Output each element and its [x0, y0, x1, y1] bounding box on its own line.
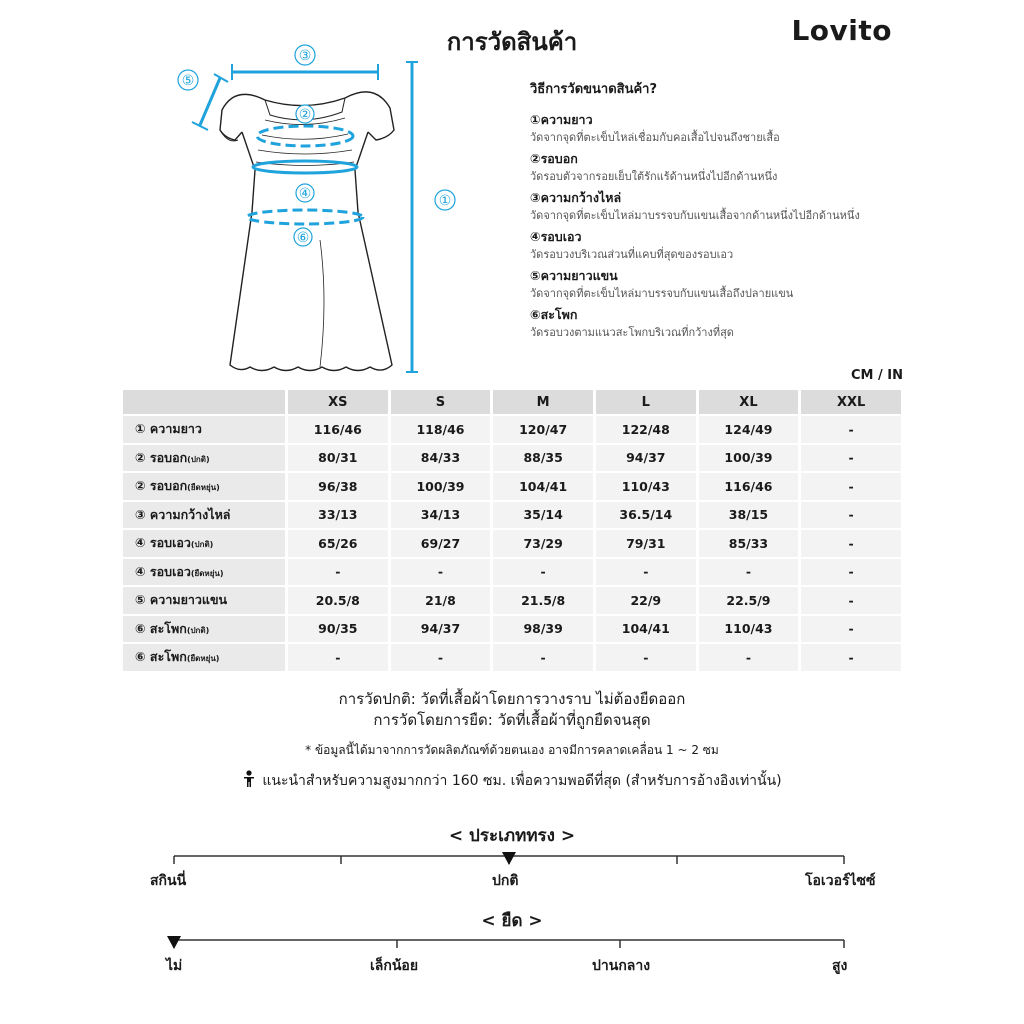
- table-cell: 88/35: [493, 445, 593, 472]
- table-cell: -: [801, 587, 901, 614]
- page-title: การวัดสินค้า: [446, 28, 578, 56]
- row-label-suffix: (ปกติ): [186, 625, 210, 635]
- marker-1: ①: [438, 193, 452, 209]
- table-cell: -: [801, 473, 901, 500]
- table-cell: 122/48: [596, 416, 696, 443]
- guide-item: [530, 267, 950, 302]
- table-cell: 69/27: [391, 530, 491, 557]
- guide-item-title: ⑥สะโพก: [530, 307, 578, 322]
- size-header: M: [493, 390, 593, 414]
- table-cell: 38/15: [699, 502, 799, 529]
- row-label-text: ② รอบอก: [135, 449, 188, 465]
- note-height-recommendation: [0, 770, 1024, 792]
- guide-item: [530, 189, 950, 224]
- note-height-text: แนะนำสำหรับความสูงมากกว่า 160 ซม. เพื่อความพอดีที่สุด (สำหรับการอ้างอิงเท่านั้น): [262, 773, 782, 789]
- table-row: [123, 473, 901, 500]
- table-cell: 110/43: [596, 473, 696, 500]
- table-header-row: [123, 390, 901, 414]
- row-label: [123, 587, 285, 614]
- row-label: [123, 502, 285, 529]
- guide-item-title: ④รอบเอว: [530, 229, 582, 244]
- table-cell: -: [699, 644, 799, 671]
- table-row: [123, 616, 901, 643]
- fit-label-skinny: สกินนี่: [150, 873, 187, 889]
- row-label: [123, 445, 285, 472]
- note-stretch-measure: การวัดโดยการยืด: วัดที่เสื้อผ้าที่ถูกยืดจนสุด: [373, 711, 651, 729]
- table-cell: 85/33: [699, 530, 799, 557]
- note-flat-measure: การวัดปกติ: วัดที่เสื้อผ้าโดยการวางราบ ไม่ต้องยืดออก: [338, 690, 686, 708]
- row-label: [123, 559, 285, 586]
- table-row: [123, 416, 901, 443]
- row-label-suffix: (ปกติ): [190, 540, 214, 550]
- table-cell: 124/49: [699, 416, 799, 443]
- table-cell: 33/13: [288, 502, 388, 529]
- guide-item: [530, 228, 950, 263]
- marker-3: ③: [298, 48, 312, 64]
- table-cell: 104/41: [493, 473, 593, 500]
- stretch-scale-title: < ยืด >: [481, 911, 543, 931]
- guide-item-desc: วัดจากจุดที่ตะเข็บไหล่เชื่อมกับคอเสื้อไปจนถึงชายเสื้อ: [530, 131, 780, 144]
- row-label-suffix: (ยืดหยุ่น): [190, 568, 224, 578]
- table-row: [123, 530, 901, 557]
- size-header: XL: [699, 390, 799, 414]
- note-disclaimer: * ข้อมูลนี้ได้มาจากการวัดผลิตภัณฑ์ด้วยตนเอง อาจมีการคลาดเคลื่อน 1 ~ 2 ซม: [305, 743, 719, 757]
- table-corner-cell: [123, 390, 285, 414]
- notes: [0, 689, 1024, 792]
- table-cell: 116/46: [288, 416, 388, 443]
- size-header: L: [596, 390, 696, 414]
- row-label-text: ⑥ สะโพก: [135, 620, 187, 636]
- guide-item-desc: วัดจากจุดที่ตะเข็บไหล่มาบรรจบกับแขนเสื้อจากด้านหนึ่งไปอีกด้านหนึ่ง: [530, 209, 860, 222]
- table-cell: 104/41: [596, 616, 696, 643]
- guide-item-title: ①ความยาว: [530, 112, 593, 127]
- fit-label-regular: ปกติ: [492, 873, 519, 889]
- table-row: [123, 587, 901, 614]
- guide-item: [530, 150, 950, 185]
- fit-scale-bar: [0, 848, 1024, 872]
- table-cell: -: [493, 644, 593, 671]
- table-cell: 96/38: [288, 473, 388, 500]
- stretch-label-slight: เล็กน้อย: [370, 958, 419, 974]
- row-label: [123, 530, 285, 557]
- table-cell: -: [288, 559, 388, 586]
- marker-6: ⑥: [296, 230, 310, 246]
- dress-diagram: [170, 40, 470, 385]
- table-cell: 35/14: [493, 502, 593, 529]
- guide-item-title: ⑤ความยาวแขน: [530, 268, 618, 283]
- guide-item-title: ②รอบอก: [530, 151, 578, 166]
- measuring-guide: [530, 78, 950, 345]
- table-cell: 22.5/9: [699, 587, 799, 614]
- fit-scale-title: < ประเภททรง >: [448, 826, 576, 846]
- table-cell: -: [288, 644, 388, 671]
- table-cell: 20.5/8: [288, 587, 388, 614]
- marker-2: ②: [298, 107, 312, 123]
- guide-item-desc: วัดรอบวงตามแนวสะโพกบริเวณที่กว้างที่สุด: [530, 326, 734, 339]
- table-cell: 100/39: [699, 445, 799, 472]
- table-cell: -: [699, 559, 799, 586]
- waist-measure-line: [253, 161, 357, 173]
- table-cell: 100/39: [391, 473, 491, 500]
- table-row: [123, 559, 901, 586]
- guide-item-desc: วัดรอบตัวจากรอยเย็บใต้รักแร้ด้านหนึ่งไปอีกด้านหนึ่ง: [530, 170, 778, 183]
- size-header: S: [391, 390, 491, 414]
- size-header: XS: [288, 390, 388, 414]
- table-cell: -: [801, 559, 901, 586]
- row-label-text: ④ รอบเอว: [135, 535, 191, 551]
- table-cell: -: [801, 502, 901, 529]
- guide-item: [530, 306, 950, 341]
- row-label-suffix: (ยืดหยุ่น): [187, 483, 220, 493]
- table-cell: 120/47: [493, 416, 593, 443]
- brand-logo: Lovito: [791, 14, 892, 47]
- table-row: [123, 644, 901, 671]
- row-label: [123, 416, 285, 443]
- table-cell: -: [391, 559, 491, 586]
- table-row: [123, 502, 901, 529]
- guide-item-desc: วัดรอบวงบริเวณส่วนที่แคบที่สุดของรอบเอว: [530, 248, 734, 261]
- marker-4: ④: [298, 186, 312, 202]
- row-label-text: ① ความยาว: [135, 421, 202, 437]
- table-cell: 94/37: [391, 616, 491, 643]
- row-label: [123, 473, 285, 500]
- stretch-label-none: ไม่: [166, 958, 183, 974]
- guide-item-title: ③ความกว้างไหล่: [530, 190, 622, 205]
- row-label-text: ④ รอบเอว: [135, 563, 191, 579]
- row-label: [123, 616, 285, 643]
- table-cell: -: [596, 559, 696, 586]
- hip-measure-line: [247, 210, 363, 224]
- row-label-suffix: (ยืดหยุ่น): [186, 654, 220, 664]
- table-cell: -: [493, 559, 593, 586]
- table-row: [123, 445, 901, 472]
- row-label-text: ② รอบอก: [135, 478, 188, 494]
- table-cell: 21/8: [391, 587, 491, 614]
- table-cell: -: [391, 644, 491, 671]
- table-cell: 73/29: [493, 530, 593, 557]
- table-cell: 22/9: [596, 587, 696, 614]
- table-cell: 94/37: [596, 445, 696, 472]
- stretch-label-high: สูง: [832, 958, 848, 974]
- table-cell: 84/33: [391, 445, 491, 472]
- table-cell: 65/26: [288, 530, 388, 557]
- table-cell: 98/39: [493, 616, 593, 643]
- stretch-label-medium: ปานกลาง: [592, 958, 651, 974]
- table-cell: 34/13: [391, 502, 491, 529]
- sleeve-measure-line: [200, 78, 220, 125]
- row-label-text: ⑥ สะโพก: [135, 649, 187, 665]
- row-label-text: ③ ความกว้างไหล่: [135, 506, 231, 522]
- stretch-scale-bar: [0, 932, 1024, 956]
- table-cell: 110/43: [699, 616, 799, 643]
- marker-5: ⑤: [181, 73, 195, 89]
- fit-label-oversize: โอเวอร์ไซซ์: [805, 873, 876, 889]
- size-table: [120, 388, 904, 673]
- row-label-suffix: (ปกติ): [187, 454, 210, 464]
- table-cell: 90/35: [288, 616, 388, 643]
- table-cell: -: [801, 530, 901, 557]
- table-cell: 80/31: [288, 445, 388, 472]
- row-label-text: ⑤ ความยาวแขน: [135, 592, 228, 608]
- table-cell: 116/46: [699, 473, 799, 500]
- guide-heading: วิธีการวัดขนาดสินค้า?: [530, 82, 658, 97]
- row-label: [123, 644, 285, 671]
- guide-item-desc: วัดจากจุดที่ตะเข็บไหล่มาบรรจบกับแขนเสื้อถึงปลายแขน: [530, 287, 794, 300]
- table-cell: -: [801, 616, 901, 643]
- guide-item: [530, 111, 950, 146]
- table-cell: -: [801, 445, 901, 472]
- person-icon: [242, 770, 256, 788]
- table-cell: 79/31: [596, 530, 696, 557]
- table-cell: -: [801, 644, 901, 671]
- fit-scale-marker: [502, 852, 516, 865]
- table-cell: -: [801, 416, 901, 443]
- table-cell: 118/46: [391, 416, 491, 443]
- stretch-scale-marker: [167, 936, 181, 949]
- size-header: XXL: [801, 390, 901, 414]
- unit-label: CM / IN: [851, 368, 903, 383]
- table-cell: 21.5/8: [493, 587, 593, 614]
- table-cell: 36.5/14: [596, 502, 696, 529]
- table-cell: -: [596, 644, 696, 671]
